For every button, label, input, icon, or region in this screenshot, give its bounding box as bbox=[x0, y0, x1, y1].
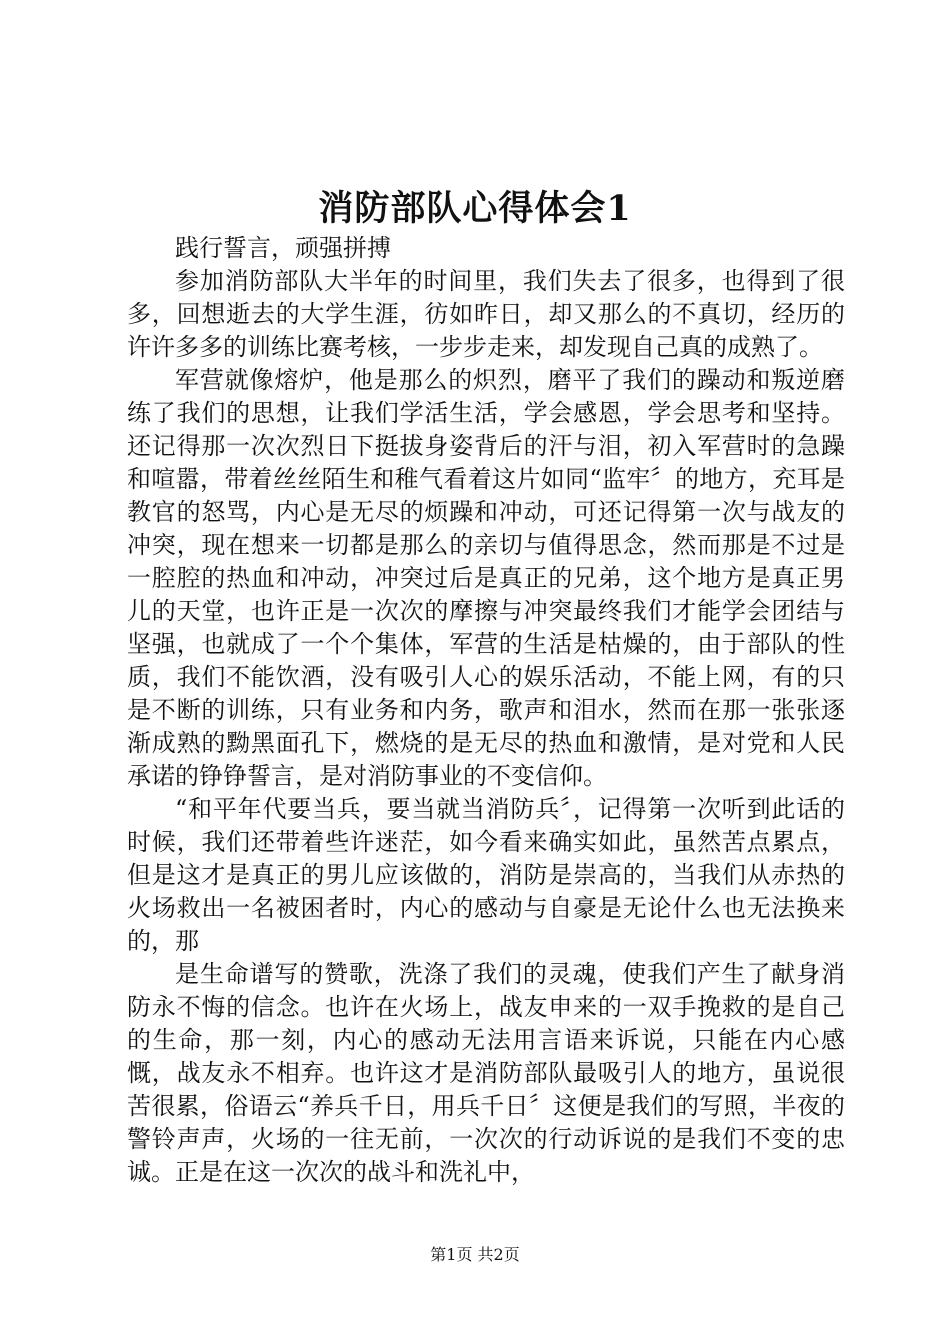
paragraph-subtitle: 践行誓言，顽强拼搏 bbox=[175, 234, 391, 262]
paragraph-1: 参加消防部队大半年的时间里，我们失去了很多，也得到了很多，回想逝去的大学生涯，彷如昨日，却又那么的不真切，经历的许许多多的训练比赛考核，一步步走来，却发现自己真的成熟了。 bbox=[127, 267, 845, 361]
document-title: 消防部队心得体会1 bbox=[318, 188, 632, 229]
paragraph-3: “和平年代要当兵，要当就当消防兵〞，记得第一次听到此话的时候，我们还带着些许迷茫，如今看来确实如此，虽然苦点累点，但是这才是真正的男儿应该做的，消防是崇高的，当我们从赤热的火场救出一名被困者时，内心的感动与自豪是无论什么也无法换来的，那 bbox=[127, 795, 845, 955]
page-number-footer: 第1页 共2页 bbox=[430, 1245, 520, 1264]
document-body bbox=[127, 232, 845, 1189]
paragraph-4: 是生命谱写的赞歌，洗涤了我们的灵魂，使我们产生了献身消防永不悔的信念。也许在火场上，战友申来的一双手挽救的是自己的生命，那一刻，内心的感动无法用言语来诉说，只能在内心感慨，战友永不相弃。也许这才是消防部队最吸引人的地方，虽说很苦很累，俗语云“养兵千日，用兵千日〞这便是我们的写照，半夜的警铃声声，火场的一往无前，一次次的行动诉说的是我们不变的忠诚。正是在这一次次的战斗和洗礼中， bbox=[127, 960, 845, 1186]
paragraph-2: 军营就像熔炉，他是那么的炽烈，磨平了我们的躁动和叛逆磨练了我们的思想，让我们学活生活，学会感恩，学会思考和坚持。还记得那一次次烈日下挺拔身姿背后的汗与泪，初入军营时的急躁和喧嚣，带着丝丝陌生和稚气看着这片如同“监牢〞的地方，充耳是教官的怒骂，内心是无尽的烦躁和冲动，可还记得第一次与战友的冲突，现在想来一切都是那么的亲切与值得思念，然而那是不过是一腔腔的热血和冲动，冲突过后是真正的兄弟，这个地方是真正男儿的天堂，也许正是一次次的摩擦与冲突最终我们才能学会团结与坚强，也就成了一个个集体，军营的生活是枯燥的，由于部队的性质，我们不能饮酒，没有吸引人心的娱乐活动，不能上网，有的只是不断的训练，只有业务和内务，歌声和泪水，然而在那一张张逐渐成熟的黝黑面孔下，燃烧的是无尽的热血和激情，是对党和人民承诺的铮铮誓言，是对消防事业的不变信仰。 bbox=[127, 366, 845, 790]
